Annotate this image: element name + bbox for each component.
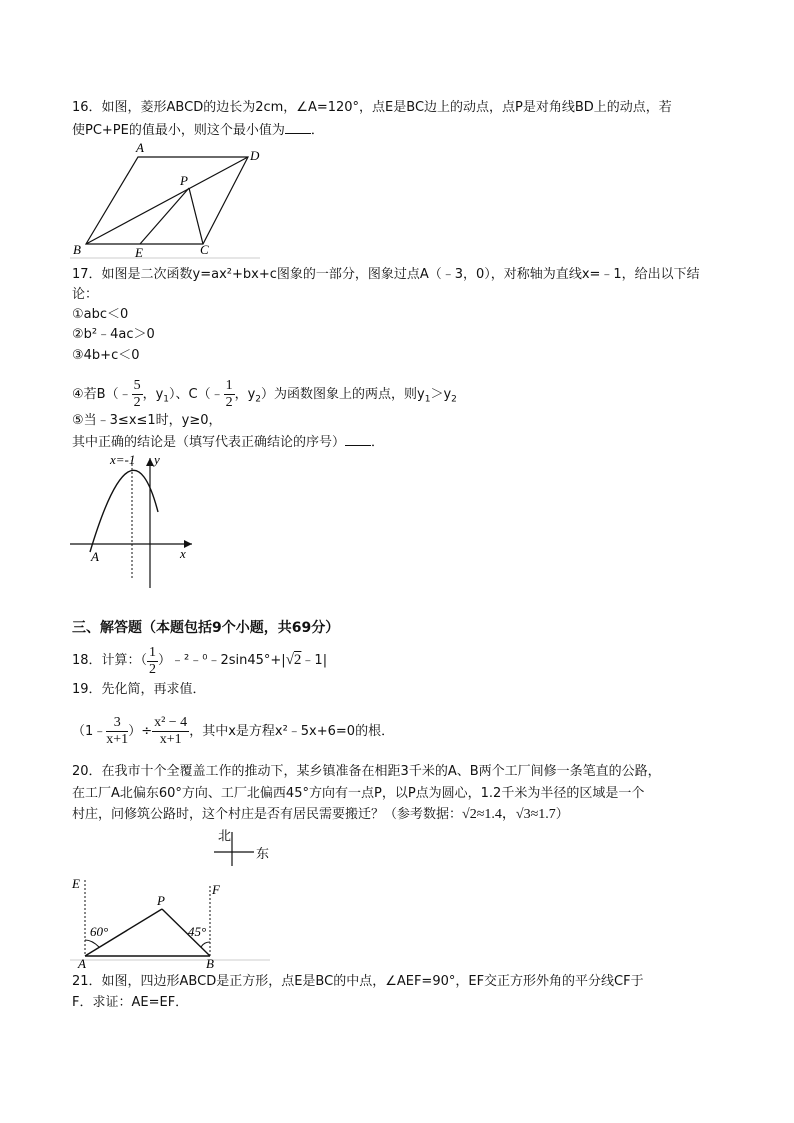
frac-1-2: $\frac{1}{2}$ (149, 645, 157, 677)
road-figure (70, 872, 280, 972)
answer-blank (285, 121, 311, 134)
label-e: E (135, 245, 143, 260)
q20-line2: 在工厂A北偏东60°方向、工厂北偏西45°方向有一点P，以P点为圆心，1.2千米为半径的区域是一个 (72, 786, 645, 801)
q17-c5: ⑤当﹣3≤x≤1时，y≥0， (72, 413, 222, 428)
label-c: C (200, 242, 209, 257)
q16-line2-end: ． (310, 123, 324, 138)
label-sym: x=-1 (110, 452, 136, 467)
q19-open: （1﹣ (72, 724, 107, 739)
label-p: P (180, 173, 188, 188)
label-x: x (180, 546, 186, 561)
label-b: B (206, 956, 214, 971)
frac-5-2: $\frac{5}{2}$ (133, 378, 141, 410)
label-f: F (212, 882, 220, 897)
answer-blank (345, 433, 371, 446)
c4-mid3: ，y (234, 387, 256, 402)
label-e: E (72, 876, 80, 891)
label-a: A (78, 956, 86, 971)
q17-line1: 17．如图是二次函数y=ax²+bx+c图象的一部分，图象过点A（﹣3，0），对称轴为直线x=﹣1，给出以下结 (72, 267, 700, 282)
label-60: 60° (90, 924, 109, 939)
c4-gt: ＞y (430, 387, 452, 402)
q20-line3 (72, 806, 569, 824)
section-3-title: 三、解答题（本题包括9个小题，共69分） (72, 620, 340, 636)
q21-line2: F．求证：AE=EF． (72, 995, 189, 1010)
q18-pre: 18．计算：（ (72, 653, 148, 668)
label-45: 45° (188, 924, 207, 939)
east-label: 东 (256, 847, 270, 862)
q16-line2-text: 使PC+PE的值最小，则这个最小值为 (72, 123, 285, 138)
compass-rose (210, 826, 280, 866)
q20-line3-text: 村庄，问修筑公路时，这个村庄是否有居民需要搬迁？（参考数据： (72, 807, 463, 822)
segment-pc (189, 188, 203, 244)
label-b: B (73, 242, 81, 257)
label-y: y (154, 452, 160, 467)
q18-end: ﹣1| (301, 653, 328, 668)
q17-line2: 论： (72, 287, 99, 302)
q18-post: ）﹣²﹣⁰﹣2sin45°+| (158, 653, 286, 668)
q18-line (72, 643, 327, 678)
rhombus-figure (70, 140, 270, 265)
c4-mid2: ）、C（﹣ (169, 387, 224, 402)
c4-mid1: ，y (142, 387, 164, 402)
frac-1-2: $\frac{1}{2}$ (225, 378, 233, 410)
c4-pre: ④若B（﹣ (72, 387, 132, 402)
q16-line1: 16．如图，菱形ABCD的边长为2cm，∠A=120°，点E是BC边上的动点，点P是对角线BD上的动点，若 (72, 100, 672, 115)
q19-line1: 19．先化简，再求值． (72, 682, 206, 697)
q19-close: ）÷ (128, 724, 153, 739)
label-a: A (91, 549, 99, 564)
label-d: D (250, 148, 260, 163)
north-label: 北 (218, 829, 232, 844)
q20-line1: 20．在我市十个全覆盖工作的推动下，某乡镇准备在相距3千米的A、B两个工厂间修一条笔直的公路， (72, 764, 661, 779)
q17-c3: ③4b+c＜0 (72, 348, 140, 363)
q19-expression (72, 712, 394, 752)
q17-c4: ④若B（﹣ $\frac{5}{2}$ ，$y_1$）、C（﹣ $\frac{1}{2}$ ，$y_2$）为函数图象上的两点，则$y_1>y_2$ (72, 378, 457, 410)
frac-3-x1: $\frac{3}{x+1}$ (106, 715, 129, 747)
y-axis-arrow (146, 458, 154, 466)
diagonal-bd (86, 157, 248, 244)
q20-ref: √2≈1.4，√3≈1.7 (462, 807, 556, 822)
label-a: A (136, 140, 144, 155)
q17-c1: ①abc＜0 (72, 307, 129, 322)
segment-pe (140, 188, 189, 244)
q17-ans-text: 其中正确的结论是（填写代表正确结论的序号） (72, 435, 346, 450)
q17-c2: ②b²﹣4ac＞0 (72, 327, 155, 342)
parabola-graph (70, 452, 200, 592)
q16-line2 (72, 121, 324, 140)
q21-line1: 21．如图，四边形ABCD是正方形，点E是BC的中点，∠AEF=90°，EF交正方形外角的平分线CF于 (72, 974, 644, 989)
arc-60 (85, 940, 99, 947)
q17-answer-line (72, 433, 384, 452)
frac-x2-4: $\frac{\text{x² − 4}}{x+1}$ (154, 715, 188, 747)
c4-mid4: ）为函数图象上的两点，则y (261, 387, 425, 402)
label-p: P (157, 893, 165, 908)
q19-tail: ，其中x是方程x²﹣5x+6=0的根． (189, 724, 395, 739)
parabola-curve (90, 470, 158, 552)
q20-line3-end: ） (555, 807, 569, 822)
arc-45 (201, 942, 210, 947)
sqrt-sign: √2 (285, 652, 302, 668)
q17-ans-end: ． (371, 435, 385, 450)
